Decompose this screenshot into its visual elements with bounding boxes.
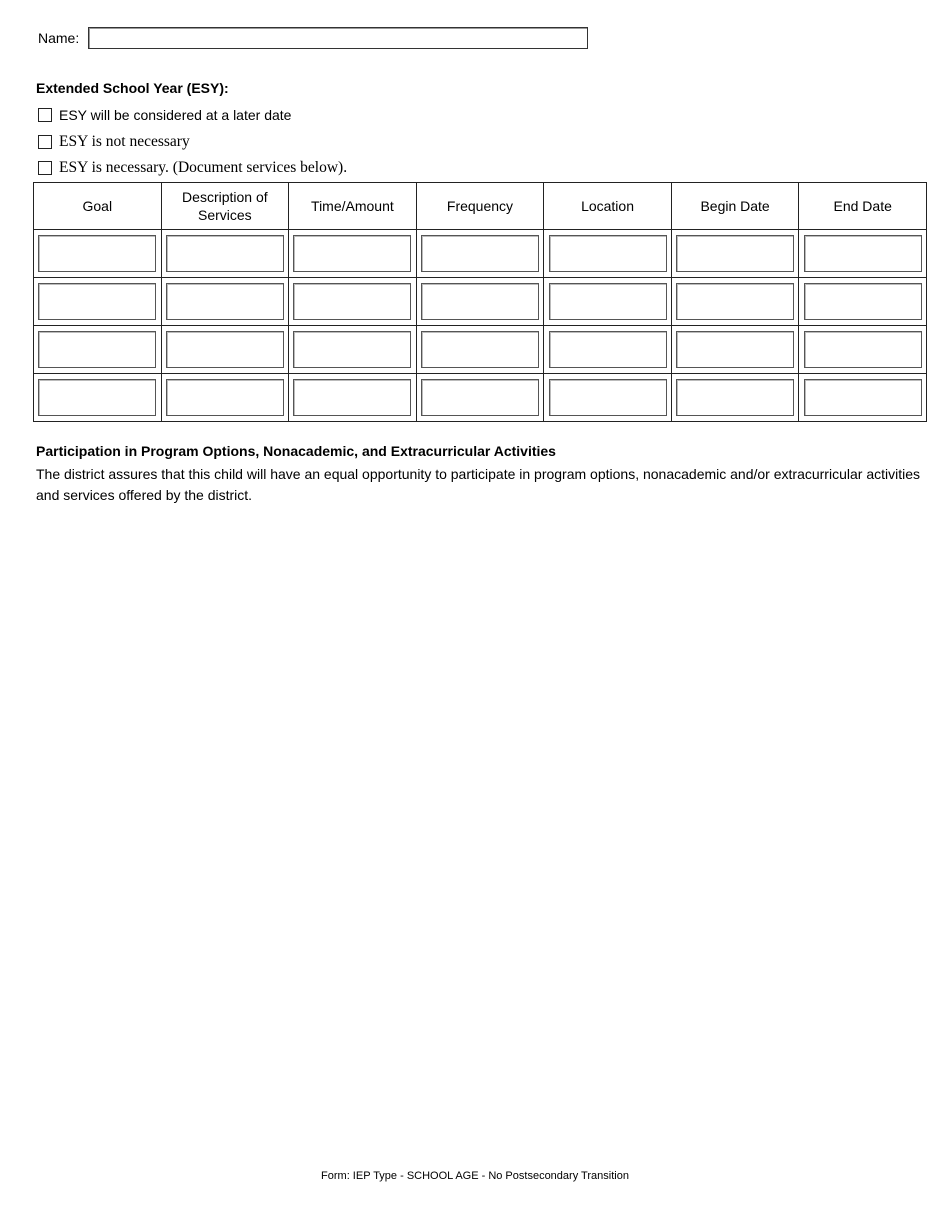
location-input[interactable]	[549, 379, 667, 416]
esy-not-necessary-checkbox[interactable]	[38, 135, 52, 149]
time-amount-input[interactable]	[293, 283, 411, 320]
form-footer: Form: IEP Type - SCHOOL AGE - No Postsecondary Transition	[321, 1170, 629, 1182]
location-input[interactable]	[549, 283, 667, 320]
participation-text: The district assures that this child will have an equal opportunity to participate in program options, nonacademic and/or extracurricular activities and services offered by the district.	[36, 466, 920, 503]
esy-heading: Extended School Year (ESY):	[36, 80, 229, 96]
time-amount-input[interactable]	[293, 331, 411, 368]
frequency-input[interactable]	[421, 283, 539, 320]
header-goal: Goal	[34, 183, 162, 230]
begin-date-input[interactable]	[676, 235, 794, 272]
goal-input[interactable]	[38, 235, 156, 272]
name-row	[38, 27, 588, 49]
table-row	[34, 278, 927, 326]
description-input[interactable]	[166, 283, 284, 320]
table-row	[34, 326, 927, 374]
goal-input[interactable]	[38, 283, 156, 320]
esy-not-necessary-label: ESY is not necessary	[59, 133, 190, 150]
header-end-date: End Date	[799, 183, 927, 230]
esy-option-not-necessary[interactable]	[38, 133, 190, 151]
end-date-input[interactable]	[804, 235, 922, 272]
table-row	[34, 374, 927, 422]
description-input[interactable]	[166, 379, 284, 416]
header-frequency: Frequency	[416, 183, 544, 230]
frequency-input[interactable]	[421, 331, 539, 368]
begin-date-input[interactable]	[676, 379, 794, 416]
frequency-input[interactable]	[421, 235, 539, 272]
esy-necessary-checkbox[interactable]	[38, 161, 52, 175]
name-label: Name:	[38, 30, 80, 46]
participation-heading: Participation in Program Options, Nonacademic, and Extracurricular Activities	[36, 443, 556, 459]
description-input[interactable]	[166, 235, 284, 272]
description-input[interactable]	[166, 331, 284, 368]
goal-input[interactable]	[38, 331, 156, 368]
end-date-input[interactable]	[804, 283, 922, 320]
header-begin-date: Begin Date	[671, 183, 799, 230]
esy-services-table	[33, 182, 927, 422]
end-date-input[interactable]	[804, 331, 922, 368]
header-location: Location	[544, 183, 672, 230]
frequency-input[interactable]	[421, 379, 539, 416]
name-input[interactable]	[88, 27, 588, 49]
esy-option-necessary[interactable]	[38, 159, 347, 177]
esy-later-label: ESY will be considered at a later date	[59, 107, 292, 123]
table-row	[34, 230, 927, 278]
time-amount-input[interactable]	[293, 379, 411, 416]
esy-later-checkbox[interactable]	[38, 108, 52, 122]
goal-input[interactable]	[38, 379, 156, 416]
location-input[interactable]	[549, 331, 667, 368]
esy-option-later[interactable]	[38, 107, 291, 123]
header-description: Description of Services	[161, 183, 289, 230]
time-amount-input[interactable]	[293, 235, 411, 272]
location-input[interactable]	[549, 235, 667, 272]
table-header-row	[34, 183, 927, 230]
header-time-amount: Time/Amount	[289, 183, 417, 230]
begin-date-input[interactable]	[676, 331, 794, 368]
begin-date-input[interactable]	[676, 283, 794, 320]
esy-necessary-label: ESY is necessary. (Document services below).	[59, 159, 348, 176]
end-date-input[interactable]	[804, 379, 922, 416]
